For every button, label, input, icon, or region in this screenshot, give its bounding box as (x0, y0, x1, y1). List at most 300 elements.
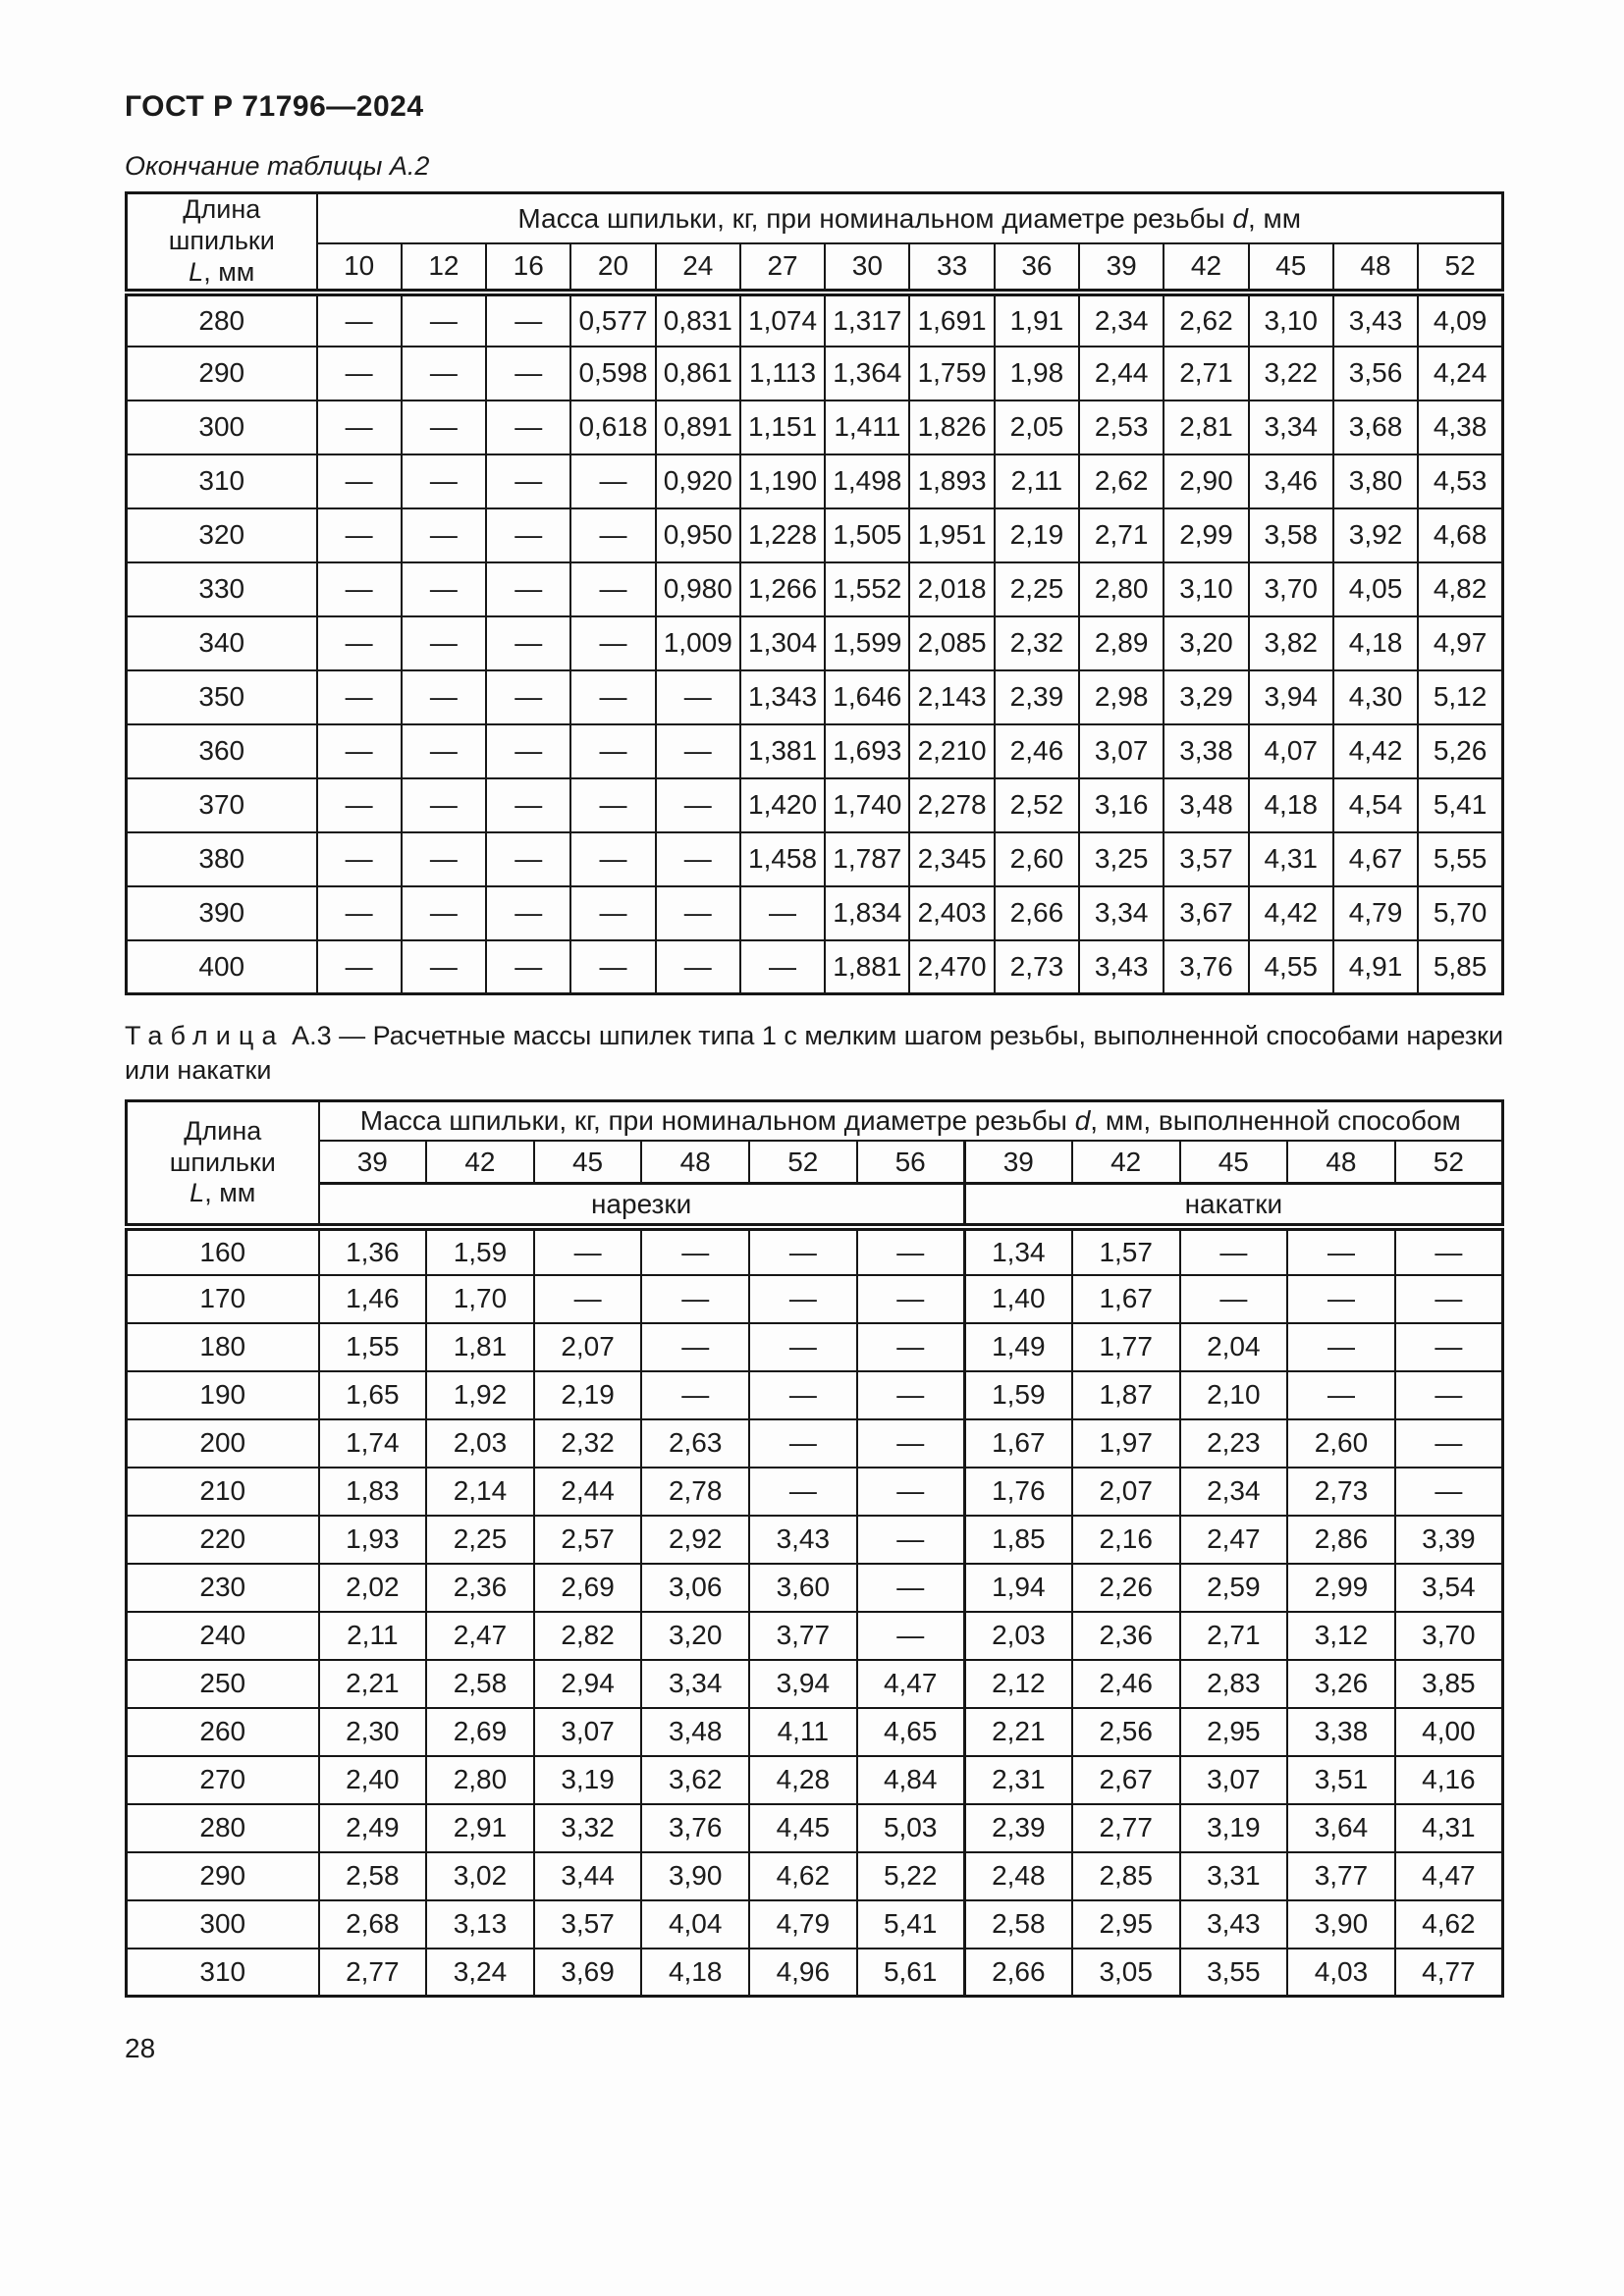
a3-mass-cell: 2,77 (319, 1949, 427, 1997)
a3-mass-cell: — (641, 1227, 749, 1275)
a2-mass-cell: 4,09 (1418, 293, 1502, 347)
a2-mass-cell: 0,950 (656, 508, 740, 562)
a2-mass-cell: 1,420 (740, 778, 825, 832)
a3-mass-cell: 2,49 (319, 1804, 427, 1852)
a2-mass-cell: 2,018 (909, 562, 994, 616)
a2-mass-cell: 4,42 (1249, 886, 1333, 940)
a3-mass-cell: 1,77 (1072, 1323, 1180, 1371)
a2-mass-cell: 3,22 (1249, 347, 1333, 400)
a2-mass-cell: 4,79 (1333, 886, 1418, 940)
a3-mass-cell: 1,76 (964, 1468, 1072, 1516)
a3-mass-cell: 1,49 (964, 1323, 1072, 1371)
a3-mass-cell: 2,26 (1072, 1564, 1180, 1612)
a2-mass-cell: — (317, 670, 402, 724)
a2-mass-cell: 3,70 (1249, 562, 1333, 616)
a3-mass-cell: 3,12 (1287, 1612, 1395, 1660)
a2-mass-cell: — (740, 886, 825, 940)
length-header-line2: шпильки (168, 225, 275, 255)
a2-mass-cell: — (656, 670, 740, 724)
a3-mass-cell: 2,95 (1180, 1708, 1288, 1756)
a2-mass-cell: 2,89 (1079, 616, 1164, 670)
a3-diameter-header: 39 (319, 1141, 427, 1184)
a3-mass-cell: — (1395, 1323, 1503, 1371)
a2-mass-cell: 1,190 (740, 454, 825, 508)
a3-diameter-header: 48 (641, 1141, 749, 1184)
a3-mass-cell: 2,21 (319, 1660, 427, 1708)
table-a2-continuation-caption: Окончание таблицы А.2 (125, 151, 430, 181)
a2-mass-cell: 2,80 (1079, 562, 1164, 616)
a2-mass-cell: 1,317 (825, 293, 909, 347)
a2-mass-cell: — (317, 724, 402, 778)
a3-table-row (127, 1371, 1503, 1419)
a3-table-row (127, 1516, 1503, 1564)
a3-mass-cell: 5,22 (857, 1852, 965, 1900)
a2-table-row (127, 670, 1503, 724)
a3-mass-cell: 3,07 (534, 1708, 642, 1756)
a2-mass-cell: 1,646 (825, 670, 909, 724)
length-unit: , мм (203, 256, 255, 287)
table-a3-caption (125, 1019, 1504, 1088)
a3-mass-cell: 3,05 (1072, 1949, 1180, 1997)
a2-mass-cell: 1,074 (740, 293, 825, 347)
a2-table-row (127, 347, 1503, 400)
a3-mass-cell: 1,36 (319, 1227, 427, 1275)
a3-table-row (127, 1708, 1503, 1756)
a2-mass-cell: — (486, 293, 570, 347)
a3-diameter-header: 45 (1180, 1141, 1288, 1184)
a3-mass-cell: 1,93 (319, 1516, 427, 1564)
a2-mass-cell: — (402, 940, 486, 994)
a2-diameter-header: 16 (486, 243, 570, 292)
a3-mass-cell: 2,63 (641, 1419, 749, 1468)
table-a3-diameter-row (127, 1141, 1503, 1184)
a3-mass-cell: — (857, 1516, 965, 1564)
a3-mass-cell: 2,58 (319, 1852, 427, 1900)
a2-mass-cell: — (486, 454, 570, 508)
a2-length-cell: 380 (127, 832, 317, 886)
a3-length-cell: 190 (127, 1371, 319, 1419)
a2-mass-cell: 2,470 (909, 940, 994, 994)
a2-mass-cell: 5,85 (1418, 940, 1502, 994)
a3-mass-cell: 2,85 (1072, 1852, 1180, 1900)
a3-mass-cell: — (857, 1612, 965, 1660)
a2-table-row (127, 832, 1503, 886)
table-a2-length-header (127, 193, 317, 293)
doc-number: ГОСТ Р 71796—2024 (125, 90, 424, 123)
a2-table-row (127, 778, 1503, 832)
a2-mass-cell: 3,34 (1249, 400, 1333, 454)
a2-mass-cell: — (317, 347, 402, 400)
a3-mass-cell: 2,83 (1180, 1660, 1288, 1708)
a2-mass-cell: 2,39 (995, 670, 1079, 724)
a2-mass-cell: — (317, 454, 402, 508)
a3-mass-cell: 4,47 (1395, 1852, 1503, 1900)
a2-length-cell: 370 (127, 778, 317, 832)
length-symbol: L (189, 1178, 205, 1208)
a2-length-cell: 340 (127, 616, 317, 670)
a2-diameter-header: 12 (402, 243, 486, 292)
length-symbol: L (189, 256, 204, 287)
a2-mass-cell: — (402, 886, 486, 940)
a2-mass-cell: 3,34 (1079, 886, 1164, 940)
a3-mass-cell: 2,58 (964, 1900, 1072, 1949)
a2-mass-cell: 1,458 (740, 832, 825, 886)
table-a3-caption-label: Таблица (125, 1021, 285, 1051)
a2-mass-cell: 0,891 (656, 400, 740, 454)
a3-mass-cell: — (1395, 1227, 1503, 1275)
a3-mass-cell: 2,19 (534, 1371, 642, 1419)
table-a3-length-header (127, 1101, 319, 1227)
a3-length-cell: 260 (127, 1708, 319, 1756)
a3-mass-cell: 2,14 (426, 1468, 534, 1516)
a3-table-row (127, 1949, 1503, 1997)
a2-mass-cell: 5,70 (1418, 886, 1502, 940)
a3-table-row (127, 1900, 1503, 1949)
a2-diameter-header: 36 (995, 243, 1079, 292)
a2-mass-cell: 0,861 (656, 347, 740, 400)
a3-mass-cell: 4,79 (749, 1900, 857, 1949)
a2-mass-cell: 1,98 (995, 347, 1079, 400)
a3-mass-cell: 5,41 (857, 1900, 965, 1949)
a2-table-row (127, 886, 1503, 940)
a3-mass-cell: 3,38 (1287, 1708, 1395, 1756)
length-header-line1: Длина (183, 194, 261, 224)
a3-mass-cell: 4,16 (1395, 1756, 1503, 1804)
a3-mass-cell: — (749, 1468, 857, 1516)
a3-mass-cell: 2,03 (426, 1419, 534, 1468)
a3-mass-cell: 4,03 (1287, 1949, 1395, 1997)
a3-mass-cell: 1,46 (319, 1275, 427, 1323)
a2-mass-cell: 3,56 (1333, 347, 1418, 400)
a3-mass-cell: 2,71 (1180, 1612, 1288, 1660)
a3-mass-cell: — (534, 1275, 642, 1323)
a3-mass-cell: 3,02 (426, 1852, 534, 1900)
a2-diameter-header: 20 (570, 243, 655, 292)
a2-mass-cell: 2,73 (995, 940, 1079, 994)
a2-table-row (127, 508, 1503, 562)
a2-mass-cell: 3,57 (1164, 832, 1248, 886)
a3-mass-cell: — (1180, 1275, 1288, 1323)
a3-table-row (127, 1227, 1503, 1275)
a2-mass-cell: — (570, 940, 655, 994)
a3-mass-cell: 3,90 (641, 1852, 749, 1900)
a3-mass-cell: 3,62 (641, 1756, 749, 1804)
a3-mass-cell: 4,11 (749, 1708, 857, 1756)
a3-mass-cell: 1,34 (964, 1227, 1072, 1275)
a3-mass-cell: 3,24 (426, 1949, 534, 1997)
a3-mass-cell: 2,12 (964, 1660, 1072, 1708)
a3-length-cell: 270 (127, 1756, 319, 1804)
a2-table-row (127, 400, 1503, 454)
a3-mass-cell: 2,67 (1072, 1756, 1180, 1804)
diameter-symbol: d (1074, 1105, 1091, 1137)
a2-mass-cell: 5,12 (1418, 670, 1502, 724)
a3-mass-cell: 3,13 (426, 1900, 534, 1949)
a2-mass-cell: 2,345 (909, 832, 994, 886)
a3-mass-cell: 2,04 (1180, 1323, 1288, 1371)
a3-mass-cell: — (749, 1275, 857, 1323)
page-number: 28 (125, 2033, 156, 2064)
a3-length-cell: 180 (127, 1323, 319, 1371)
length-unit: , мм (204, 1178, 256, 1208)
a2-mass-cell: — (656, 886, 740, 940)
a3-mass-cell: 3,19 (1180, 1804, 1288, 1852)
a2-mass-cell: 4,97 (1418, 616, 1502, 670)
a3-mass-cell: 3,19 (534, 1756, 642, 1804)
a2-mass-cell: 3,10 (1164, 562, 1248, 616)
a3-mass-cell: 3,32 (534, 1804, 642, 1852)
a3-mass-cell: 3,48 (641, 1708, 749, 1756)
a2-mass-cell: 4,42 (1333, 724, 1418, 778)
a2-mass-cell: 2,60 (995, 832, 1079, 886)
a3-mass-cell: — (857, 1323, 965, 1371)
a2-mass-cell: 2,05 (995, 400, 1079, 454)
a3-mass-cell: 3,55 (1180, 1949, 1288, 1997)
a3-mass-cell: 2,66 (964, 1949, 1072, 1997)
a2-length-cell: 280 (127, 293, 317, 347)
a3-mass-cell: — (1395, 1371, 1503, 1419)
a3-mass-cell: 4,00 (1395, 1708, 1503, 1756)
a2-diameter-header: 30 (825, 243, 909, 292)
mass-header-unit: , мм (1248, 202, 1302, 234)
a2-mass-cell: 2,44 (1079, 347, 1164, 400)
a3-mass-cell: 4,45 (749, 1804, 857, 1852)
a2-mass-cell: — (570, 832, 655, 886)
a2-mass-cell: 2,11 (995, 454, 1079, 508)
a2-mass-cell: — (402, 670, 486, 724)
a2-diameter-header: 42 (1164, 243, 1248, 292)
a3-mass-cell: 2,30 (319, 1708, 427, 1756)
a3-mass-cell: — (1287, 1275, 1395, 1323)
a2-length-cell: 400 (127, 940, 317, 994)
a3-mass-cell: 3,07 (1180, 1756, 1288, 1804)
a3-length-cell: 250 (127, 1660, 319, 1708)
a2-mass-cell: 0,577 (570, 293, 655, 347)
a2-mass-cell: 1,381 (740, 724, 825, 778)
a2-mass-cell: 3,07 (1079, 724, 1164, 778)
page-content (125, 0, 1504, 2064)
a2-mass-cell: 3,38 (1164, 724, 1248, 778)
a2-mass-cell: — (402, 832, 486, 886)
a3-mass-cell: 2,16 (1072, 1516, 1180, 1564)
a3-mass-cell: 2,47 (426, 1612, 534, 1660)
a3-mass-cell: — (1395, 1419, 1503, 1468)
a2-mass-cell: 2,53 (1079, 400, 1164, 454)
a2-mass-cell: 1,151 (740, 400, 825, 454)
a3-mass-cell: 3,34 (641, 1660, 749, 1708)
a2-length-cell: 300 (127, 400, 317, 454)
a3-length-cell: 300 (127, 1900, 319, 1949)
a2-mass-cell: — (486, 886, 570, 940)
a3-mass-cell: 3,31 (1180, 1852, 1288, 1900)
a3-length-cell: 290 (127, 1852, 319, 1900)
a2-mass-cell: — (317, 886, 402, 940)
a3-table-row (127, 1419, 1503, 1468)
a3-mass-cell: 2,48 (964, 1852, 1072, 1900)
a2-length-cell: 350 (127, 670, 317, 724)
table-a3-mass-header (319, 1101, 1503, 1141)
a2-mass-cell: — (486, 940, 570, 994)
a3-mass-cell: 4,04 (641, 1900, 749, 1949)
a2-mass-cell: — (402, 293, 486, 347)
diameter-symbol: d (1232, 202, 1248, 234)
a3-mass-cell: 1,67 (1072, 1275, 1180, 1323)
a3-length-cell: 240 (127, 1612, 319, 1660)
a3-mass-cell: 2,94 (534, 1660, 642, 1708)
a2-mass-cell: 1,009 (656, 616, 740, 670)
a3-mass-cell: 3,57 (534, 1900, 642, 1949)
a2-mass-cell: 1,951 (909, 508, 994, 562)
a2-mass-cell: 2,66 (995, 886, 1079, 940)
a2-mass-cell: 3,25 (1079, 832, 1164, 886)
a2-mass-cell: — (317, 940, 402, 994)
a2-mass-cell: 3,16 (1079, 778, 1164, 832)
a2-mass-cell: 2,90 (1164, 454, 1248, 508)
a2-mass-cell: 2,99 (1164, 508, 1248, 562)
table-a2-body (127, 293, 1503, 994)
a3-mass-cell: — (1287, 1227, 1395, 1275)
a3-mass-cell: 4,28 (749, 1756, 857, 1804)
a2-diameter-header: 45 (1249, 243, 1333, 292)
a3-mass-cell: 2,34 (1180, 1468, 1288, 1516)
a3-mass-cell: — (1180, 1227, 1288, 1275)
a2-mass-cell: 1,228 (740, 508, 825, 562)
a3-length-cell: 200 (127, 1419, 319, 1468)
a2-length-cell: 310 (127, 454, 317, 508)
a2-mass-cell: 3,92 (1333, 508, 1418, 562)
a3-mass-cell: 2,40 (319, 1756, 427, 1804)
a3-mass-cell: 4,65 (857, 1708, 965, 1756)
a2-length-cell: 390 (127, 886, 317, 940)
a2-table-row (127, 562, 1503, 616)
a2-mass-cell: 1,364 (825, 347, 909, 400)
a2-mass-cell: 1,343 (740, 670, 825, 724)
table-a2-mass-header (317, 193, 1503, 244)
a2-mass-cell: 1,113 (740, 347, 825, 400)
a2-mass-cell: 4,24 (1418, 347, 1502, 400)
a2-mass-cell: — (486, 347, 570, 400)
a3-mass-cell: 3,85 (1395, 1660, 1503, 1708)
a3-mass-cell: 5,61 (857, 1949, 965, 1997)
a3-mass-cell: 2,10 (1180, 1371, 1288, 1419)
a2-mass-cell: — (402, 347, 486, 400)
a3-mass-cell: 2,73 (1287, 1468, 1395, 1516)
a3-mass-cell: 2,69 (426, 1708, 534, 1756)
a3-mass-cell: 1,59 (964, 1371, 1072, 1419)
a3-mass-cell: 2,99 (1287, 1564, 1395, 1612)
a2-mass-cell: 5,26 (1418, 724, 1502, 778)
a2-mass-cell: 2,71 (1164, 347, 1248, 400)
a3-diameter-header: 42 (426, 1141, 534, 1184)
table-a3-caption-text: — Расчетные массы шпилек типа 1 с мелким шагом резьбы, выполненной способами нарезки или накатки (125, 1021, 1504, 1086)
a2-mass-cell: 4,55 (1249, 940, 1333, 994)
a3-mass-cell: 2,82 (534, 1612, 642, 1660)
a3-mass-cell: 4,77 (1395, 1949, 1503, 1997)
table-a3-body (127, 1227, 1503, 1997)
a3-mass-cell: 4,18 (641, 1949, 749, 1997)
a2-mass-cell: 2,71 (1079, 508, 1164, 562)
a3-mass-cell: 1,83 (319, 1468, 427, 1516)
a2-mass-cell: — (317, 293, 402, 347)
a3-table-row (127, 1660, 1503, 1708)
a2-mass-cell: 1,91 (995, 293, 1079, 347)
table-a2 (125, 191, 1504, 995)
a2-mass-cell: — (656, 724, 740, 778)
a2-mass-cell: — (570, 508, 655, 562)
a3-diameter-header: 48 (1287, 1141, 1395, 1184)
a3-mass-cell: 2,68 (319, 1900, 427, 1949)
a3-mass-cell: 3,64 (1287, 1804, 1395, 1852)
a2-length-cell: 320 (127, 508, 317, 562)
a3-mass-cell: — (857, 1468, 965, 1516)
a2-mass-cell: 4,18 (1249, 778, 1333, 832)
mass-header-unit: , мм, выполненной способом (1090, 1105, 1461, 1137)
a2-mass-cell: 0,920 (656, 454, 740, 508)
a3-mass-cell: 1,67 (964, 1419, 1072, 1468)
a2-mass-cell: 2,32 (995, 616, 1079, 670)
a3-mass-cell: — (1395, 1275, 1503, 1323)
a2-mass-cell: 0,831 (656, 293, 740, 347)
a2-mass-cell: — (656, 940, 740, 994)
a2-diameter-header: 48 (1333, 243, 1418, 292)
a2-mass-cell: — (740, 940, 825, 994)
a3-mass-cell: — (641, 1371, 749, 1419)
a2-length-cell: 360 (127, 724, 317, 778)
a2-mass-cell: 4,31 (1249, 832, 1333, 886)
a3-mass-cell: — (857, 1227, 965, 1275)
a3-mass-cell: 2,02 (319, 1564, 427, 1612)
a2-mass-cell: 2,98 (1079, 670, 1164, 724)
a2-table-row (127, 940, 1503, 994)
a2-mass-cell: — (486, 778, 570, 832)
a3-table-row (127, 1468, 1503, 1516)
a3-length-cell: 230 (127, 1564, 319, 1612)
a2-mass-cell: — (317, 616, 402, 670)
length-header-line2: шпильки (169, 1147, 276, 1177)
a2-mass-cell: 3,94 (1249, 670, 1333, 724)
a2-mass-cell: 3,29 (1164, 670, 1248, 724)
a3-mass-cell: — (857, 1419, 965, 1468)
a3-mass-cell: — (1287, 1371, 1395, 1419)
a3-mass-cell: 2,56 (1072, 1708, 1180, 1756)
a2-mass-cell: — (317, 562, 402, 616)
a2-mass-cell: — (317, 778, 402, 832)
a3-mass-cell: 1,85 (964, 1516, 1072, 1564)
a2-table-row (127, 724, 1503, 778)
table-a3 (125, 1099, 1504, 1998)
a3-mass-cell: 2,25 (426, 1516, 534, 1564)
a3-mass-cell: — (1287, 1323, 1395, 1371)
a2-mass-cell: 5,41 (1418, 778, 1502, 832)
a3-length-cell: 310 (127, 1949, 319, 1997)
a3-mass-cell: 3,60 (749, 1564, 857, 1612)
a2-mass-cell: 2,46 (995, 724, 1079, 778)
a3-mass-cell: 2,86 (1287, 1516, 1395, 1564)
a3-mass-cell: 2,60 (1287, 1419, 1395, 1468)
a2-table-row (127, 293, 1503, 347)
a2-mass-cell: 0,980 (656, 562, 740, 616)
a2-mass-cell: 4,68 (1418, 508, 1502, 562)
a2-mass-cell: 2,62 (1079, 454, 1164, 508)
a3-mass-cell: 3,76 (641, 1804, 749, 1852)
a2-mass-cell: 2,085 (909, 616, 994, 670)
a3-mass-cell: 3,77 (749, 1612, 857, 1660)
table-a3-header-row (127, 1101, 1503, 1141)
table-a3-method-row (127, 1184, 1503, 1227)
table-a3-caption-number: А.3 (292, 1021, 332, 1051)
a3-length-cell: 170 (127, 1275, 319, 1323)
a3-mass-cell: 2,07 (534, 1323, 642, 1371)
